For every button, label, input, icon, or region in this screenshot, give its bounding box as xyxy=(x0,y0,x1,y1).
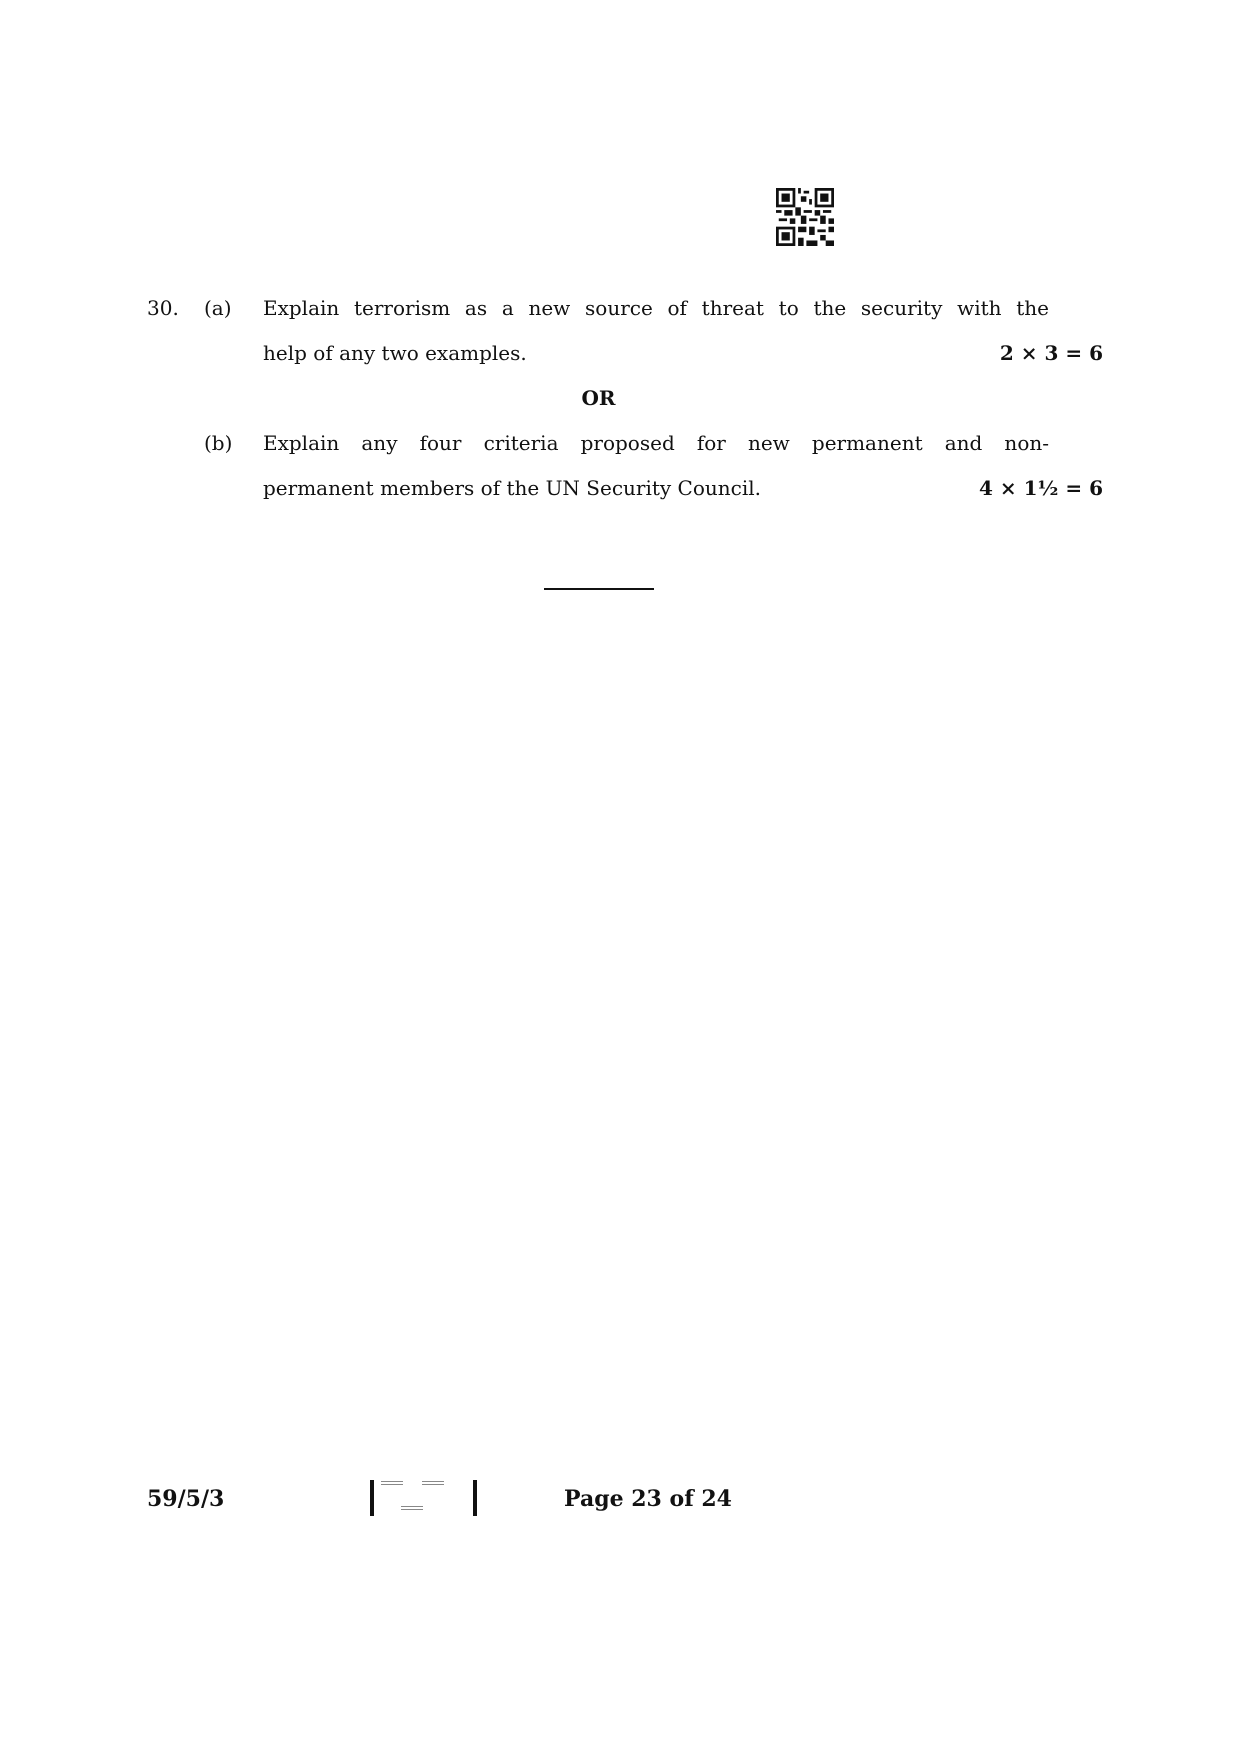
question-number: 30. xyxy=(147,296,179,320)
qr-code xyxy=(776,188,834,246)
page-number: Page 23 of 24 xyxy=(564,1486,732,1512)
part-a-text-line2: help of any two examples. xyxy=(263,341,527,365)
part-b-text-line1: Explain any four criteria proposed for new permanent and non- xyxy=(263,431,1049,455)
part-a-label: (a) xyxy=(204,296,232,320)
part-a-marks: 2 × 3 = 6 xyxy=(999,341,1103,365)
part-b-label: (b) xyxy=(204,431,233,455)
part-b-marks: 4 × 1½ = 6 xyxy=(979,476,1103,500)
barcode-mark xyxy=(370,1478,478,1518)
part-a-line2 xyxy=(263,341,1103,365)
part-b-line2 xyxy=(263,476,1103,500)
part-b-text-line2: permanent members of the UN Security Council. xyxy=(263,476,762,500)
or-separator: OR xyxy=(581,386,616,410)
paper-code: 59/5/3 xyxy=(147,1486,225,1512)
end-rule xyxy=(544,588,654,590)
part-a-text-line1: Explain terrorism as a new source of threat to the security with the xyxy=(263,296,1049,320)
